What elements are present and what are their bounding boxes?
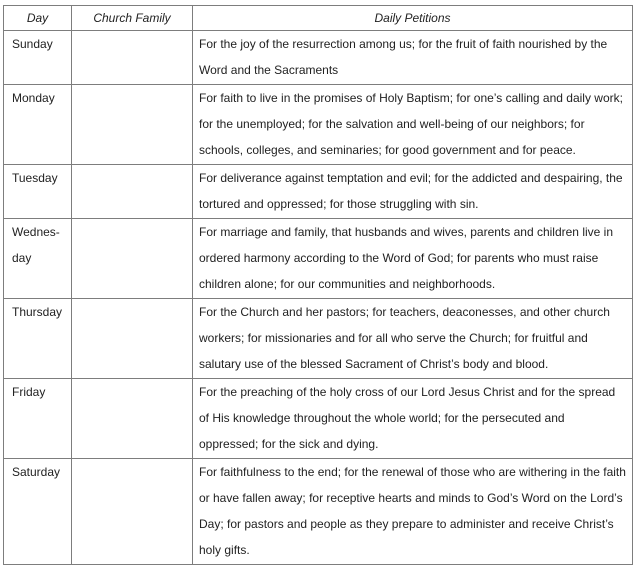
table-row [4,165,633,219]
header-church-family: Church Family [72,6,193,31]
header-day: Day [4,6,72,31]
table-row [4,299,633,379]
day-cell: Tuesday [4,165,72,219]
church-family-cell [72,379,193,459]
table-row [4,219,633,299]
petitions-cell: For faith to live in the promises of Holy Baptism; for one’s calling and daily work; for the unemployed; for the salvation and well-being of our neighbors; for schools, colleges, and seminaries; for good government and for peace. [193,85,633,165]
header-daily-petitions: Daily Petitions [193,6,633,31]
church-family-cell [72,165,193,219]
church-family-cell [72,85,193,165]
table-row [4,379,633,459]
day-cell [4,219,72,299]
petitions-cell: For the joy of the resurrection among us; for the fruit of faith nourished by the Word and the Sacraments [193,31,633,85]
daily-petitions-table [3,5,633,565]
petitions-cell: For faithfulness to the end; for the renewal of those who are withering in the faith or have fallen away; for receptive hearts and minds to God’s Word on the Lord’s Day; for pastors and people as they prepare to administer and receive Christ’s holy gifts. [193,459,633,565]
table-row [4,459,633,565]
church-family-cell [72,31,193,85]
church-family-cell [72,459,193,565]
day-cell: Monday [4,85,72,165]
prayer-table-container [3,5,632,565]
petitions-cell: For deliverance against temptation and evil; for the addicted and despairing, the tortured and oppressed; for those struggling with sin. [193,165,633,219]
day-cell: Saturday [4,459,72,565]
day-label: Wednes-day [12,225,60,265]
table-header-row [4,6,633,31]
day-cell: Friday [4,379,72,459]
petitions-cell: For marriage and family, that husbands and wives, parents and children live in ordered harmony according to the Word of God; for parents who must raise children alone; for our communities and neighborhoods. [193,219,633,299]
petitions-cell: For the preaching of the holy cross of our Lord Jesus Christ and for the spread of His knowledge throughout the whole world; for the persecuted and oppressed; for the sick and dying. [193,379,633,459]
church-family-cell [72,219,193,299]
day-cell: Sunday [4,31,72,85]
table-row [4,85,633,165]
table-row [4,31,633,85]
church-family-cell [72,299,193,379]
day-cell: Thursday [4,299,72,379]
petitions-cell: For the Church and her pastors; for teachers, deaconesses, and other church workers; for missionaries and for all who serve the Church; for fruitful and salutary use of the blessed Sacrament of Christ’s body and blood. [193,299,633,379]
